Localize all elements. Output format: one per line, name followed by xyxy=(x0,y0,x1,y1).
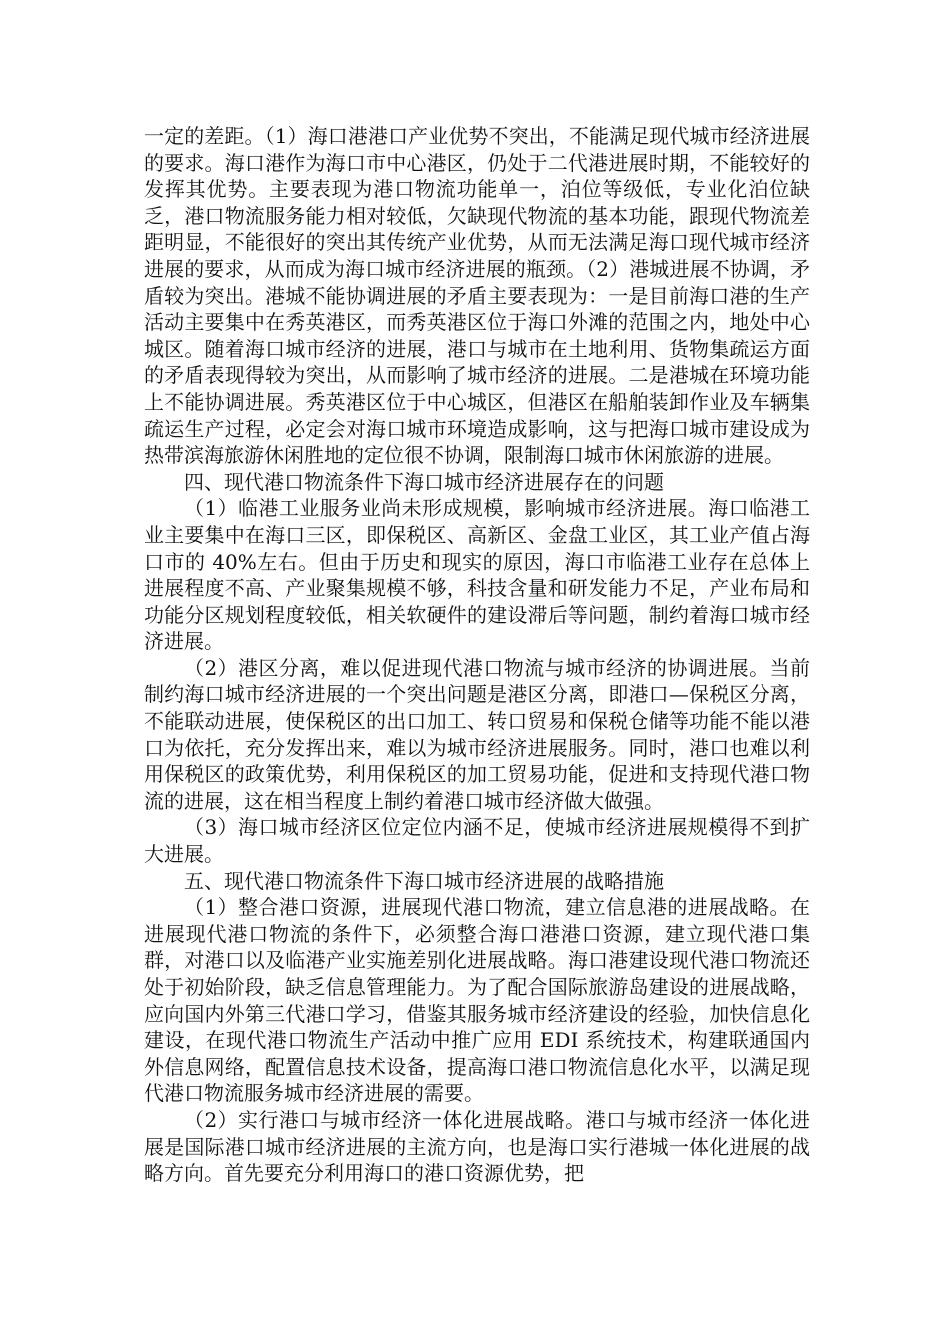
document-page xyxy=(144,123,810,1187)
paragraph-integrate-resources: （1）整合港口资源，进展现代港口物流，建立信息港的进展战略。在进展现代港口物流的条件下，必须整合海口港港口资源，建立现代港口集群，对港口以及临港产业实施差别化进展战略。海口港建设现代港口物流还处于初始阶段，缺乏信息管理能力。为了配合国际旅游岛建设的进展战略，应向国内外第三代港口学习，借鉴其服务城市经济建设的经验，加快信息化建设，在现代港口物流生产活动中推广应用 EDI 系统技术，构建联通国内外信息网络，配置信息技术设备，提高海口港口物流信息化水平，以满足现代港口物流服务城市经济进展的需要。 xyxy=(144,895,810,1106)
paragraph-port-city-integration: （2）实行港口与城市经济一体化进展战略。港口与城市经济一体化进展是国际港口城市经济进展的主流方向，也是海口实行港城一体化进展的战略方向。首先要充分利用海口的港口资源优势，把 xyxy=(144,1107,810,1186)
section-heading-strategies: 五、现代港口物流条件下海口城市经济进展的战略措施 xyxy=(184,868,664,893)
paragraph-port-issues: 一定的差距。（1）海口港港口产业优势不突出，不能满足现代城市经济进展的要求。海口港作为海口市中心港区，仍处于二代港进展时期，不能较好的发挥其优势。主要表现为港口物流功能单一，泊位等级低，专业化泊位缺乏，港口物流服务能力相对较低，欠缺现代物流的基本功能，跟现代物流差距明显，不能很好的突出其传统产业优势，从而无法满足海口现代城市经济进展的要求，从而成为海口城市经济进展的瓶颈。（2）港城进展不协调，矛盾较为突出。港城不能协调进展的矛盾主要表现为：一是目前海口港的生产活动主要集中在秀英港区，而秀英港区位于海口外滩的范围之内，地处中心城区。随着海口城市经济的进展，港口与城市在土地利用、货物集疏运方面的矛盾表现得较为突出，从而影响了城市经济的进展。二是港城在环境功能上不能协调进展。秀英港区位于中心城区，但港区在船舶装卸作业及车辆集疏运生产过程，必定会对海口城市环境造成影响，这与把海口城市建设成为热带滨海旅游休闲胜地的定位很不协调，限制海口城市休闲旅游的进展。 xyxy=(144,124,810,468)
paragraph-industry-scale: （1）临港工业服务业尚未形成规模，影响城市经济进展。海口临港工业主要集中在海口三区，即保税区、高新区、金盘工业区，其工业产值占海口市的 40%左右。但由于历史和现实的原因，海口市临港工业存在总体上进展程度不高、产业聚集规模不够，科技含量和研发能力不足，产业布局和功能分区规划程度较低，相关软硬件的建设滞后等问题，制约着海口城市经济进展。 xyxy=(144,496,810,654)
section-heading-problems: 四、现代港口物流条件下海口城市经济进展存在的问题 xyxy=(184,469,664,494)
paragraph-location-positioning: （3）海口城市经济区位定位内涵不足，使城市经济进展规模得不到扩大进展。 xyxy=(144,815,810,867)
paragraph-port-zone-separation: （2）港区分离，难以促进现代港口物流与城市经济的协调进展。当前制约海口城市经济进展的一个突出问题是港区分离，即港口—保税区分离，不能联动进展，使保税区的出口加工、转口贸易和保税仓储等功能不能以港口为依托，充分发挥出来，难以为城市经济进展服务。同时，港口也难以利用保税区的政策优势，利用保税区的加工贸易功能，促进和支持现代港口物流的进展，这在相当程度上制约着港口城市经济做大做强。 xyxy=(144,655,810,813)
